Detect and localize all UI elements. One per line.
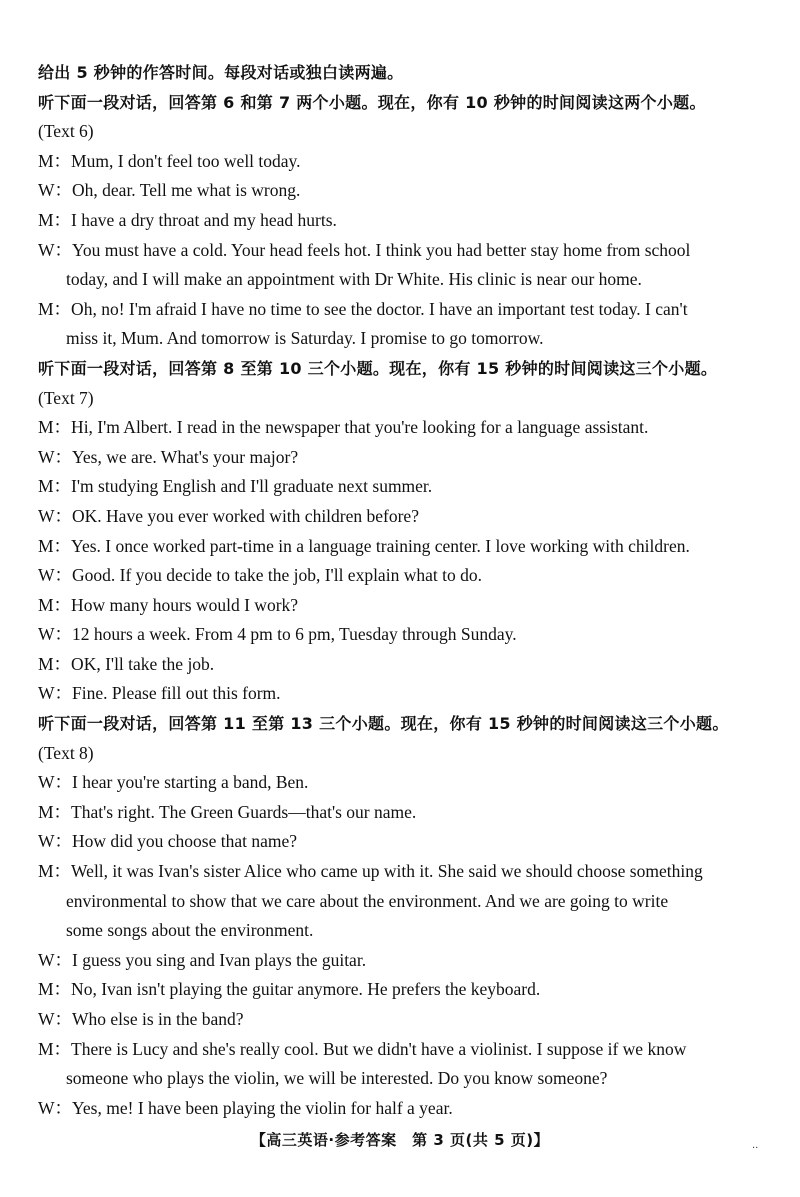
dialogue-line: M：How many hours would I work? xyxy=(38,594,299,615)
dialogue-line: M：Hi, I'm Albert. I read in the newspaper that you're looking for a language assistant. xyxy=(38,417,649,438)
section-label: (Text 6) xyxy=(38,121,94,142)
dialogue-continuation: environmental to show that we care about the environment. And we are going to write xyxy=(66,890,669,911)
dialogue-line: M：Oh, no! I'm afraid I have no time to see the doctor. I have an important test today. I can't xyxy=(38,298,688,319)
corner-mark: .. xyxy=(752,1140,759,1151)
dialogue-line: W：Who else is in the band? xyxy=(38,1009,244,1029)
instruction-line: 听下面一段对话，回答第 6 和第 7 两个小题。现在，你有 10 秒钟的时间阅读这两个小题。 xyxy=(38,92,706,112)
dialogue-line: W：Yes, we are. What's your major? xyxy=(38,446,299,467)
dialogue-line: M：That's right. The Green Guards—that's our name. xyxy=(38,801,417,822)
page-footer: 【高三英语·参考答案 第 3 页(共 5 页)】 xyxy=(250,1131,550,1149)
dialogue-line: M：Mum, I don't feel too well today. xyxy=(38,150,301,171)
section-label: (Text 7) xyxy=(38,387,94,408)
dialogue-line: M：I have a dry throat and my head hurts. xyxy=(38,209,337,230)
dialogue-line: M：OK, I'll take the job. xyxy=(38,653,215,674)
dialogue-line: W：How did you choose that name? xyxy=(38,831,298,852)
dialogue-line: W：You must have a cold. Your head feels hot. I think you had better stay home from school xyxy=(38,239,691,260)
dialogue-continuation: someone who plays the violin, we will be interested. Do you know someone? xyxy=(66,1068,608,1089)
dialogue-line: M：No, Ivan isn't playing the guitar anymore. He prefers the keyboard. xyxy=(38,979,541,1000)
dialogue-line: M：I'm studying English and I'll graduate next summer. xyxy=(38,476,433,497)
dialogue-line: W：Fine. Please fill out this form. xyxy=(38,683,281,704)
dialogue-continuation: some songs about the environment. xyxy=(66,920,314,941)
dialogue-line: W：Yes, me! I have been playing the violin for half a year. xyxy=(38,1097,453,1118)
transcript-body xyxy=(38,58,768,1123)
dialogue-continuation: miss it, Mum. And tomorrow is Saturday. I promise to go tomorrow. xyxy=(66,328,544,349)
dialogue-line: W：I hear you're starting a band, Ben. xyxy=(38,772,309,793)
instruction-line: 听下面一段对话，回答第 11 至第 13 三个小题。现在，你有 15 秒钟的时间阅读这三个小题。 xyxy=(38,714,729,734)
dialogue-line: W：12 hours a week. From 4 pm to 6 pm, Tuesday through Sunday. xyxy=(38,624,517,645)
dialogue-line: W：Oh, dear. Tell me what is wrong. xyxy=(38,180,301,201)
dialogue-line: M：There is Lucy and she's really cool. But we didn't have a violinist. I suppose if we know xyxy=(38,1038,687,1059)
dialogue-line: W：Good. If you decide to take the job, I'll explain what to do. xyxy=(38,565,482,586)
dialogue-line: W：OK. Have you ever worked with children before? xyxy=(38,505,419,526)
dialogue-continuation: today, and I will make an appointment with Dr White. His clinic is near our home. xyxy=(66,269,642,290)
dialogue-line: W：I guess you sing and Ivan plays the guitar. xyxy=(38,949,367,970)
section-label: (Text 8) xyxy=(38,742,94,763)
dialogue-line: M：Well, it was Ivan's sister Alice who came up with it. She said we should choose something xyxy=(38,861,703,882)
instruction-line: 听下面一段对话，回答第 8 至第 10 三个小题。现在，你有 15 秒钟的时间阅读这三个小题。 xyxy=(38,358,718,378)
instruction-line: 给出 5 秒钟的作答时间。每段对话或独白读两遍。 xyxy=(38,63,404,82)
dialogue-line: M：Yes. I once worked part-time in a language training center. I love working with children. xyxy=(38,535,690,556)
